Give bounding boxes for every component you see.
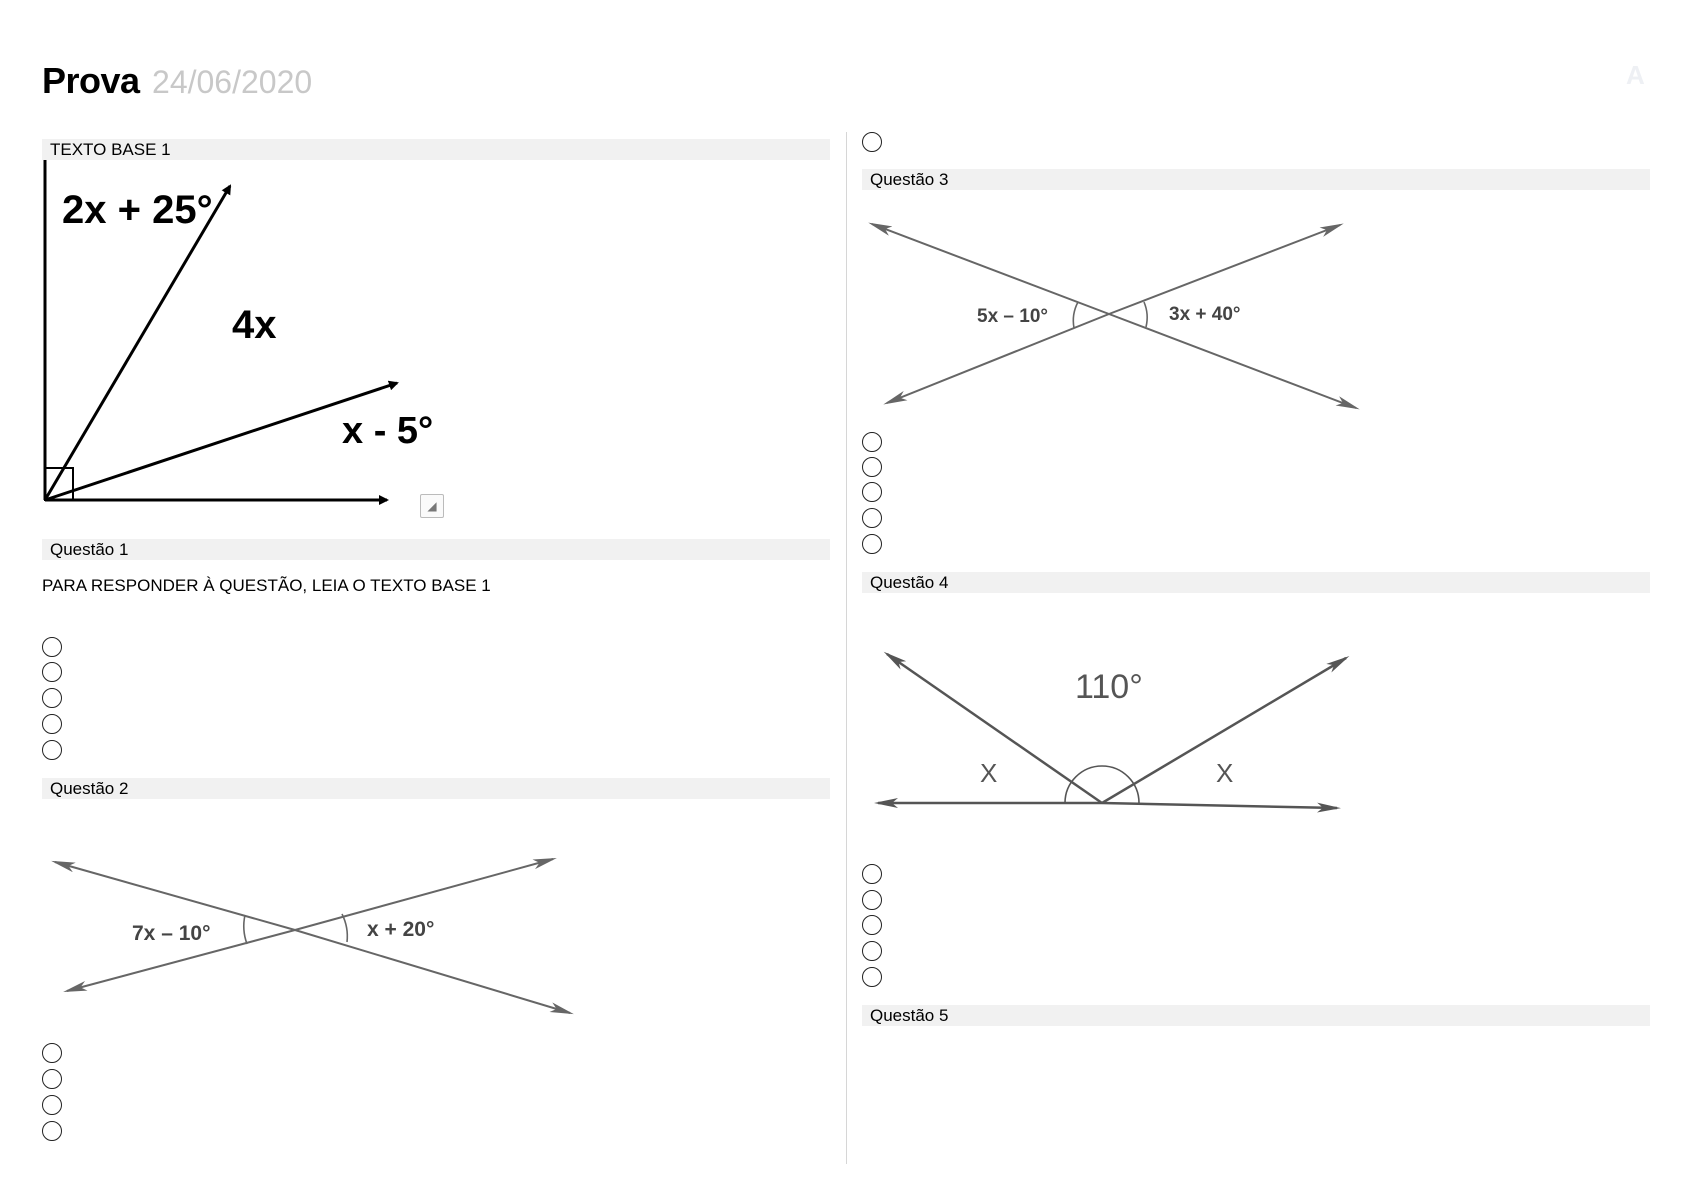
question-2-figure bbox=[42, 840, 602, 1020]
question-1-header: Questão 1 bbox=[42, 539, 830, 560]
page-header bbox=[42, 60, 312, 102]
q2-option-c[interactable] bbox=[42, 1095, 62, 1115]
texto-base-figure bbox=[42, 158, 452, 518]
question-5-header: Questão 5 bbox=[862, 1005, 1650, 1026]
q3-option-d[interactable] bbox=[862, 508, 882, 528]
q2-option-a[interactable] bbox=[42, 1043, 62, 1063]
q1-option-d[interactable] bbox=[42, 714, 62, 734]
question-1-stem: PARA RESPONDER À QUESTÃO, LEIA O TEXTO BASE 1 bbox=[42, 576, 491, 595]
q1-option-e[interactable] bbox=[42, 740, 62, 760]
q2-option-d[interactable] bbox=[42, 1121, 62, 1141]
angle-label-bottom: x - 5° bbox=[342, 410, 434, 452]
q3-right-angle-label: 3x + 40° bbox=[1169, 304, 1241, 325]
q3-left-angle-label: 5x – 10° bbox=[977, 306, 1048, 327]
q4-option-c[interactable] bbox=[862, 915, 882, 935]
angle-label-mid: 4x bbox=[232, 303, 277, 347]
texto-base-header: TEXTO BASE 1 bbox=[42, 139, 830, 160]
q1-option-b[interactable] bbox=[42, 662, 62, 682]
q3-option-a[interactable] bbox=[862, 432, 882, 452]
q1-option-c[interactable] bbox=[42, 688, 62, 708]
question-3-figure bbox=[862, 210, 1372, 420]
q2-left-angle-label: 7x – 10° bbox=[132, 922, 211, 945]
q4-option-e[interactable] bbox=[862, 967, 882, 987]
q4-option-d[interactable] bbox=[862, 941, 882, 961]
q3-option-c[interactable] bbox=[862, 482, 882, 502]
image-resize-handle[interactable]: ◢ bbox=[420, 494, 444, 518]
q4-option-b[interactable] bbox=[862, 890, 882, 910]
question-4-figure bbox=[862, 640, 1352, 830]
q4-right-angle-label: X bbox=[1216, 758, 1234, 788]
corner-mark: A bbox=[1626, 60, 1645, 90]
q4-top-angle-label: 110° bbox=[1075, 668, 1143, 706]
column-divider bbox=[846, 132, 847, 1164]
q2-option-b[interactable] bbox=[42, 1069, 62, 1089]
angle-label-top: 2x + 25° bbox=[62, 188, 213, 232]
exam-date: 24/06/2020 bbox=[152, 64, 313, 100]
q2-right-angle-label: x + 20° bbox=[367, 918, 435, 941]
question-3-header: Questão 3 bbox=[862, 169, 1650, 190]
question-4-header: Questão 4 bbox=[862, 572, 1650, 593]
q1-option-a[interactable] bbox=[42, 637, 62, 657]
question-2-header: Questão 2 bbox=[42, 778, 830, 799]
page-title: Prova bbox=[42, 60, 140, 101]
q3-option-b[interactable] bbox=[862, 457, 882, 477]
q4-left-angle-label: X bbox=[980, 758, 998, 788]
q3-option-e[interactable] bbox=[862, 534, 882, 554]
previous-question-option[interactable] bbox=[862, 132, 882, 152]
q4-option-a[interactable] bbox=[862, 864, 882, 884]
